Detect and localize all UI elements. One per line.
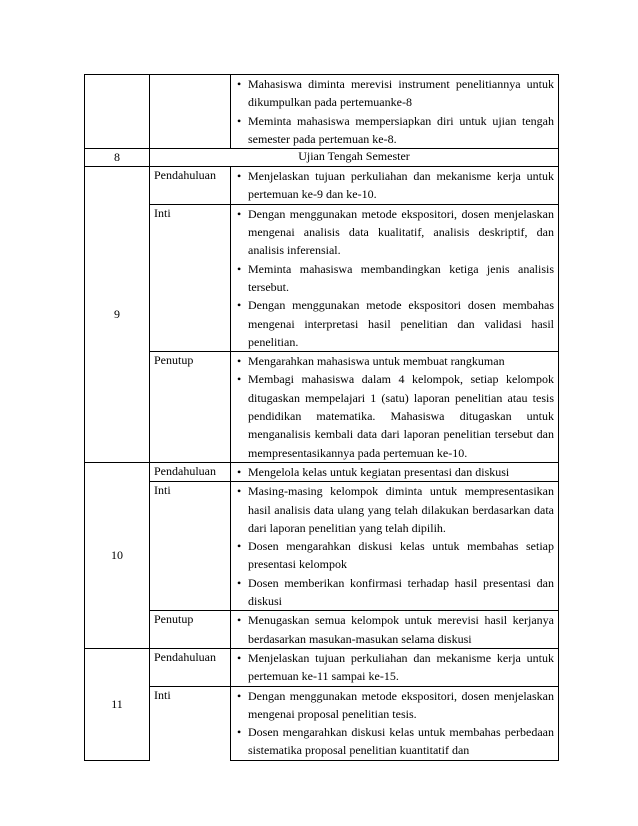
table-row <box>85 482 559 611</box>
activity-cell <box>231 352 559 463</box>
lesson-plan-table <box>84 74 559 761</box>
activity-list <box>231 463 554 481</box>
phase-cell: Penutup <box>150 611 231 649</box>
activity-list <box>231 205 554 351</box>
activity-cell <box>231 75 559 149</box>
meeting-number-cell: 9 <box>85 167 150 463</box>
activity-cell <box>231 462 559 481</box>
table-row <box>85 648 559 686</box>
meeting-number-cell: 8 <box>85 149 150 167</box>
table-row <box>85 167 559 205</box>
activity-list <box>231 75 554 148</box>
list-item: • Membagi mahasiswa dalam 4 kelompok, setiap kelompok ditugaskan mempelajari 1 (satu) laporan penelitian atau tesis pendidikan matematika. Mahasiswa ditugaskan untuk menganalisis kembali data dari laporan penelitian tersebut dan mempresentasikannya pada pertemuan ke-10. <box>231 370 554 461</box>
list-item: • Mengelola kelas untuk kegiatan presentasi dan diskusi <box>231 463 554 481</box>
list-item: • Dengan menggunakan metode ekspositori, dosen menjelaskan mengenai analisis data kualitatif, analisis deskriptif, dan analisis inferensial. <box>231 205 554 260</box>
activity-cell <box>231 686 559 760</box>
phase-cell: Penutup <box>150 352 231 463</box>
activity-cell <box>231 167 559 205</box>
list-item: • Meminta mahasiswa membandingkan ketiga jenis analisis tersebut. <box>231 260 554 297</box>
list-item: • Masing-masing kelompok diminta untuk mempresentasikan hasil analisis data ulang yang telah dilakukan berdasarkan data dari laporan penelitian yang telah dipilih. <box>231 482 554 537</box>
list-item: • Menjelaskan tujuan perkuliahan dan mekanisme kerja untuk pertemuan ke-11 sampai ke-15. <box>231 649 554 686</box>
table-row <box>85 462 559 481</box>
list-item: • Dengan menggunakan metode ekspositori, dosen menjelaskan mengenai proposal penelitian tesis. <box>231 687 554 724</box>
activity-cell <box>231 611 559 649</box>
activity-list <box>231 649 554 686</box>
phase-cell <box>150 75 231 149</box>
phase-cell: Inti <box>150 204 231 351</box>
list-item: • Dengan menggunakan metode ekspositori dosen membahas mengenai interpretasi hasil penelitian dan validasi hasil penelitian. <box>231 296 554 351</box>
activity-list <box>231 352 554 462</box>
activity-cell <box>231 482 559 611</box>
phase-cell: Inti <box>150 482 231 611</box>
table-row <box>85 352 559 463</box>
activity-list <box>231 167 554 204</box>
phase-cell: Pendahuluan <box>150 167 231 205</box>
meeting-number-cell <box>85 75 150 149</box>
table-row <box>85 204 559 351</box>
activity-cell <box>231 204 559 351</box>
exam-label-cell: Ujian Tengah Semester <box>150 149 559 167</box>
phase-cell: Inti <box>150 686 231 760</box>
list-item: • Mengarahkan mahasiswa untuk membuat rangkuman <box>231 352 554 370</box>
list-item: • Dosen memberikan konfirmasi terhadap hasil presentasi dan diskusi <box>231 574 554 611</box>
list-item: • Menjelaskan tujuan perkuliahan dan mekanisme kerja untuk pertemuan ke-9 dan ke-10. <box>231 167 554 204</box>
activity-list <box>231 687 554 760</box>
table-row <box>85 686 559 760</box>
list-item: • Dosen mengarahkan diskusi kelas untuk membahas setiap presentasi kelompok <box>231 537 554 574</box>
list-item: • Dosen mengarahkan diskusi kelas untuk membahas perbedaan sistematika proposal penelitian kuantitatif dan <box>231 723 554 760</box>
meeting-number-cell: 11 <box>85 648 150 760</box>
activity-list <box>231 482 554 610</box>
table-row <box>85 149 559 167</box>
table-row <box>85 75 559 149</box>
activity-cell <box>231 648 559 686</box>
phase-cell: Pendahuluan <box>150 462 231 481</box>
list-item: • Menugaskan semua kelompok untuk merevisi hasil kerjanya berdasarkan masukan-masukan selama diskusi <box>231 611 554 648</box>
meeting-number-cell: 10 <box>85 462 150 648</box>
activity-list <box>231 611 554 648</box>
phase-cell: Pendahuluan <box>150 648 231 686</box>
list-item: • Meminta mahasiswa mempersiapkan diri untuk ujian tengah semester pada pertemuan ke-8. <box>231 112 554 149</box>
list-item: • Mahasiswa diminta merevisi instrument penelitiannya untuk dikumpulkan pada pertemuanke-8 <box>231 75 554 112</box>
table-row <box>85 611 559 649</box>
